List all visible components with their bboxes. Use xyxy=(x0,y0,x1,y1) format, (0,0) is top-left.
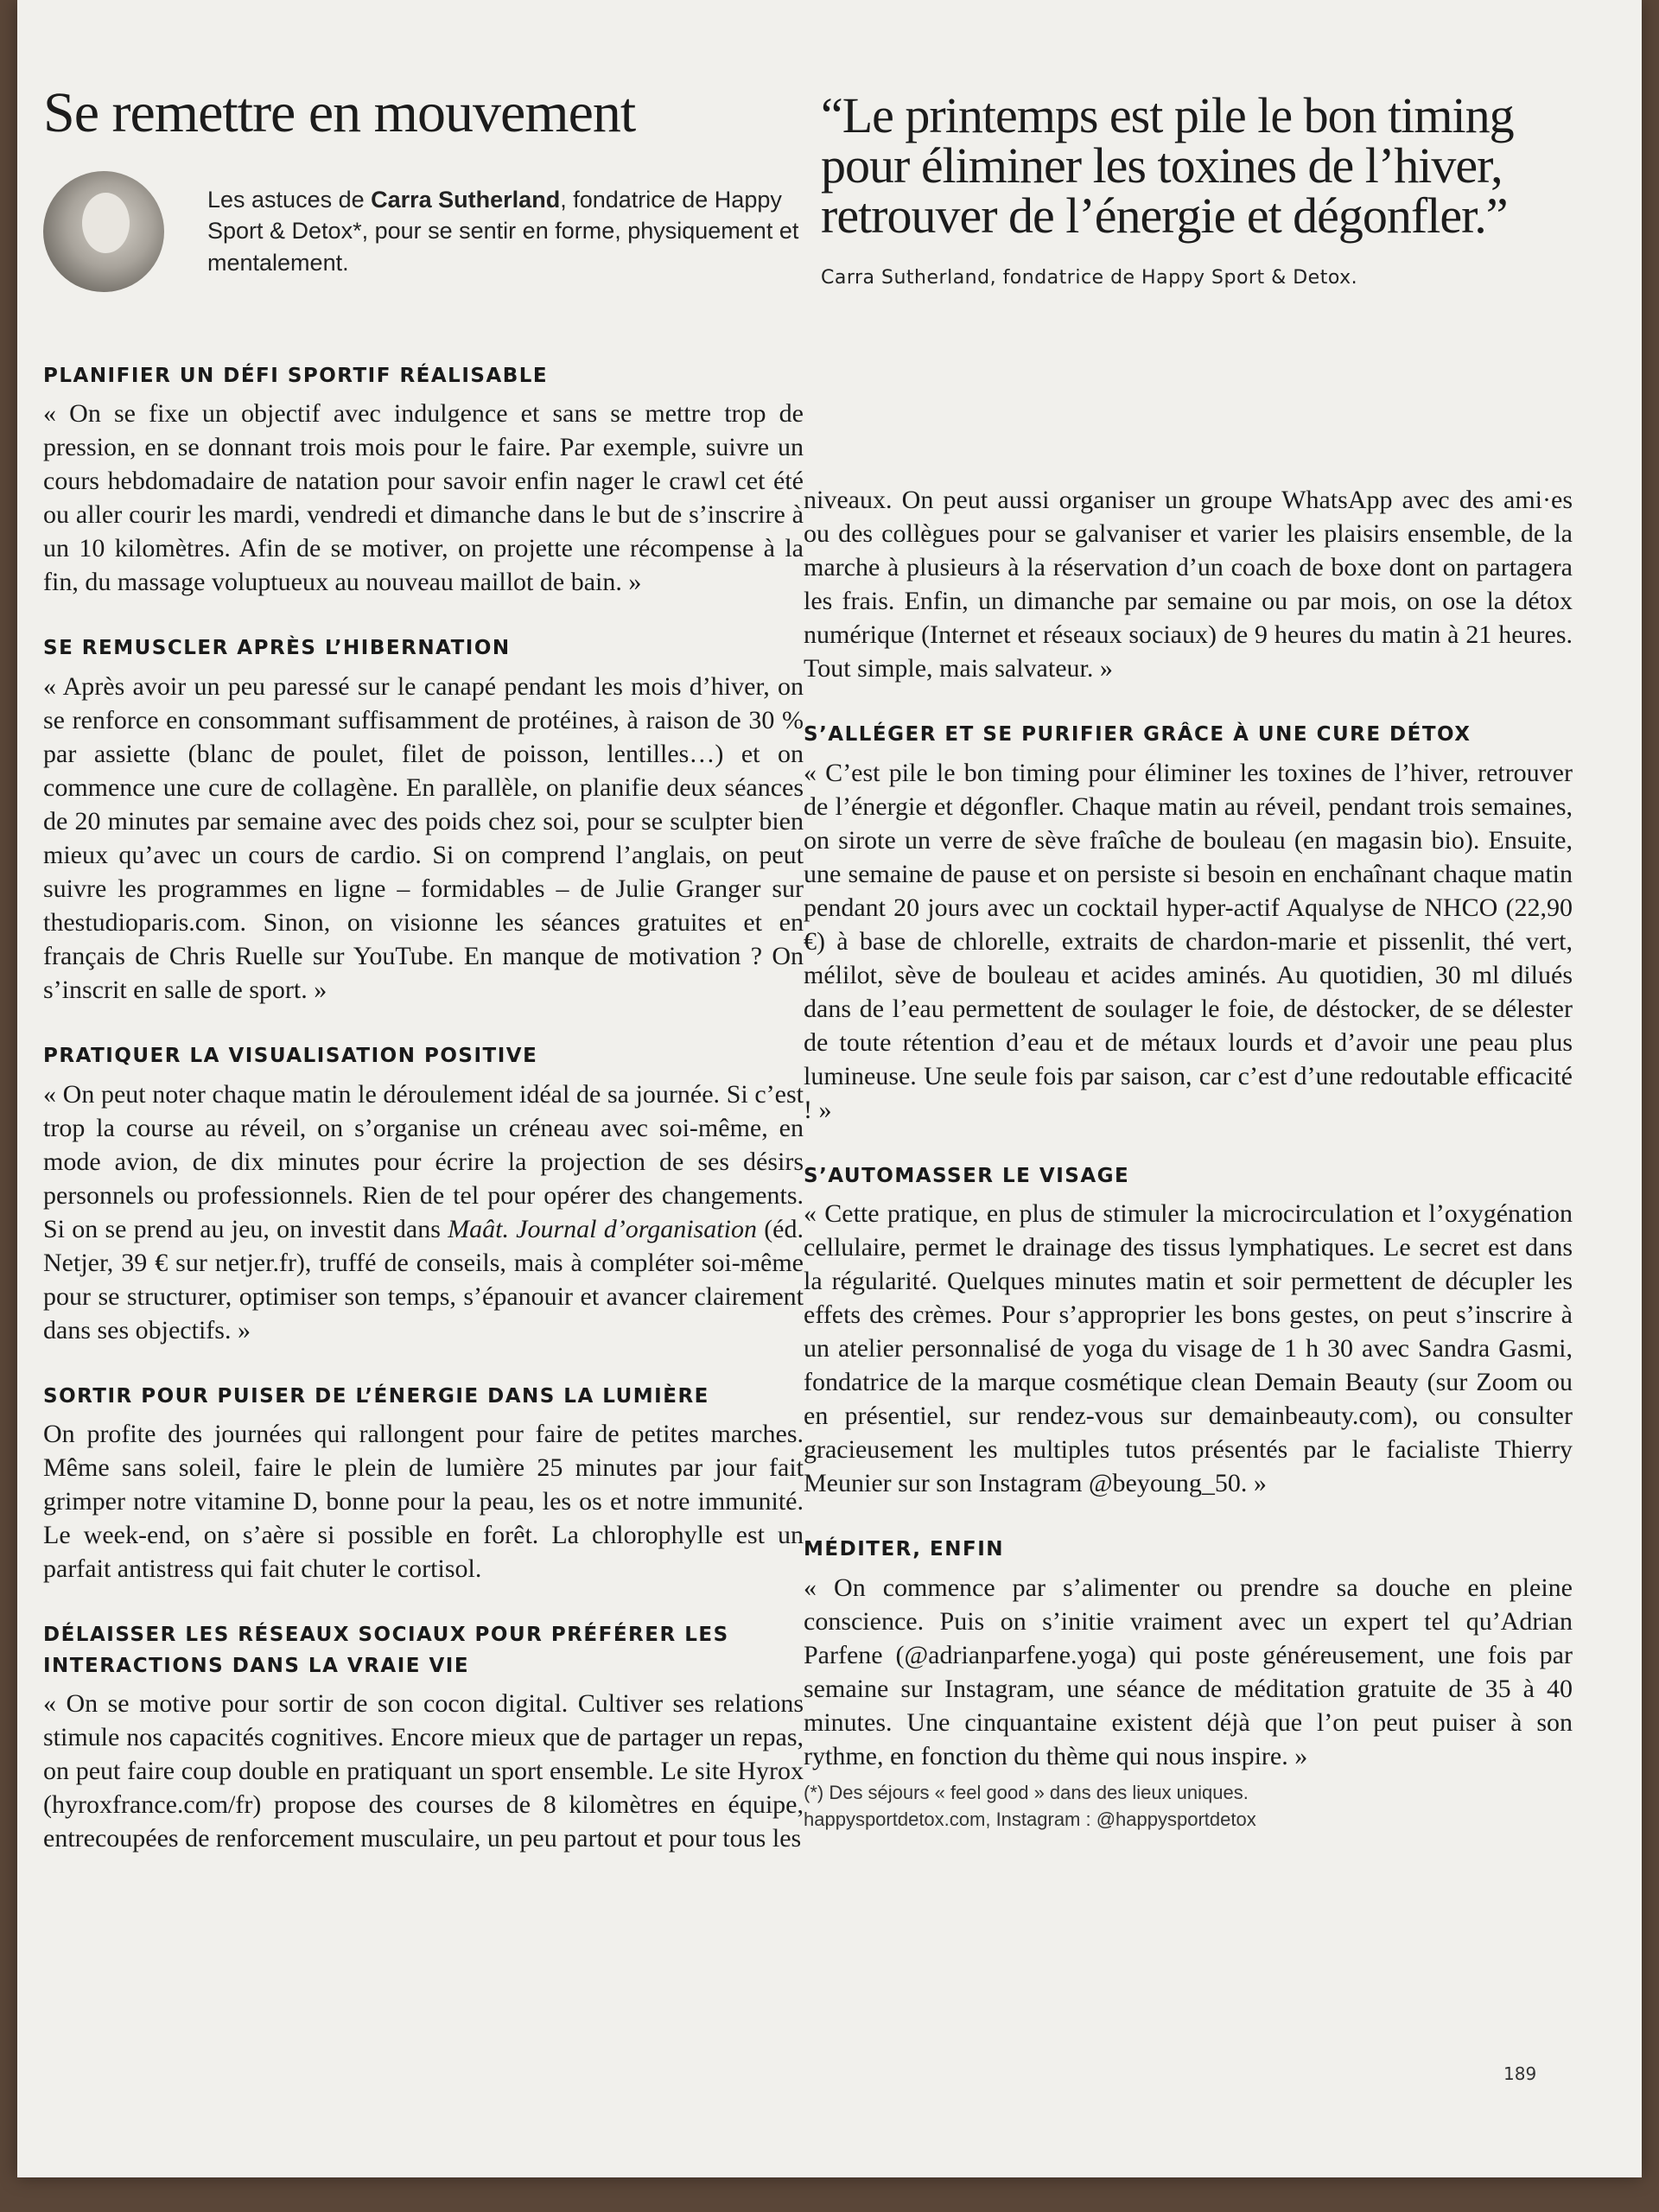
footnote xyxy=(804,1780,1573,1834)
intro-text xyxy=(207,184,804,278)
footnote-line: happysportdetox.com, Instagram : @happysportdetox xyxy=(804,1808,1256,1830)
section-heading: PRATIQUER LA VISUALISATION POSITIVE xyxy=(43,1044,538,1067)
intro-block xyxy=(43,171,804,292)
section-defi xyxy=(43,361,804,600)
section-lumiere xyxy=(43,1382,804,1586)
section-reseaux-continued xyxy=(804,483,1573,685)
page-number: 189 xyxy=(1503,2063,1537,2084)
section-visualisation xyxy=(43,1041,804,1347)
section-heading: SORTIR POUR PUISER DE L’ÉNERGIE DANS LA LUMIÈRE xyxy=(43,1384,709,1408)
section-body: « On se motive pour sortir de son cocon digital. Cultiver ses relations stimule nos capacités cognitives. Encore mieux que de partager un repas, on peut faire coup double en pratiquant un sport ensemble. Le site Hyrox (hyroxfrance.com/fr) propose des courses de 8 kilomètres en équipe, entrecoupées de renforcement musculaire, un peu partout et pour tous les xyxy=(43,1689,804,1853)
section-remuscler xyxy=(43,633,804,1007)
pull-quote: “Le printemps est pile le bon timing pour éliminer les toxines de l’hiver, retrouver de l’énergie et dégonfler.” xyxy=(821,87,1514,244)
author-name: Carra Sutherland xyxy=(371,186,561,213)
intro-text-end: , fondatrice de Happy Sport & Detox*, pour se sentir en forme, physiquement et mentalement. xyxy=(207,186,799,276)
section-heading: S’AUTOMASSER LE VISAGE xyxy=(804,1164,1130,1187)
section-body xyxy=(43,1077,804,1347)
section-reseaux xyxy=(43,1620,804,1855)
section-body: « C’est pile le bon timing pour éliminer les toxines de l’hiver, retrouver de l’énergie et dégonfler. Chaque matin au réveil, pendant trois semaines, on sirote un verre de sève fraîche de bouleau (en magasin bio). Ensuite, une semaine de pause et on persiste si besoin en enchaînant chaque matin pendant 20 jours avec un cocktail hyper-actif Aqualyse de NHCO (22,90 €) à base de chlorelle, extraits de chardon-marie et pissenlit, thé vert, mélilot, sève de bouleau et acides aminés. Au quotidien, 30 ml dilués dans de l’eau permettent de soulager le foie, de déstocker, de se délester de toute rétention d’eau et de métaux lourds et d’avoir une peau plus lumineuse. Une seule fois par saison, car c’est d’une redoutable efficacité ! » xyxy=(804,758,1573,1124)
section-heading: SE REMUSCLER APRÈS L’HIBERNATION xyxy=(43,637,511,660)
right-column xyxy=(804,82,1573,1834)
section-body-part: « On peut noter chaque matin le déroulement idéal de sa journée. Si c’est trop la course au réveil, on s’organise un créneau avec soi-même, en mode avion, de dix minutes pour écrire la projection de ses désirs personnels ou professionnels. Rien de tel pour opérer des changements. Si on se prend au jeu, on investit dans xyxy=(43,1079,804,1243)
left-column xyxy=(43,82,804,1855)
section-body: « On commence par s’alimenter ou prendre sa douche en pleine conscience. Puis on s’initie vraiment avec un expert tel qu’Adrian Parfene (@adrianparfene.yoga) qui poste généreusement, une fois par semaine sur Instagram, une séance de méditation gratuite de 35 à 40 minutes. Une cinquantaine existent déjà que l’on peut puiser à son rythme, en fonction du thème qui nous inspire. » xyxy=(804,1573,1573,1770)
page-title: Se remettre en mouvement xyxy=(43,81,636,144)
section-body: « Après avoir un peu paressé sur le canapé pendant les mois d’hiver, on se renforce en consommant suffisamment de protéines, à raison de 30 % par assiette (blanc de poulet, filet de poisson, lentilles…) et on commence une cure de collagène. En parallèle, on planifie deux séances de 20 minutes par semaine avec des poids chez soi, pour se sculpter bien mieux qu’avec un cours de cardio. Si on comprend l’anglais, on peut suivre les programmes en ligne – formidables – de Julie Granger sur thestudioparis.com. Sinon, on visionne les séances gratuites et en français de Chris Ruelle sur YouTube. En manque de motivation ? On s’inscrit en salle de sport. » xyxy=(43,671,804,1004)
section-body: « Cette pratique, en plus de stimuler la microcirculation et l’oxygénation cellulaire, permet le drainage des tissus lymphatiques. Le secret est dans la régularité. Quelques minutes matin et soir permettent de décupler les effets des crèmes. Pour s’approprier les bons gestes, on peut s’inscrire à un atelier personnalisé de yoga du visage de 1 h 30 avec Sandra Gasmi, fondatrice de la marque cosmétique clean Demain Beauty (sur Zoom ou en présentiel, sur rendez-vous sur demainbeauty.com), ou consulter gracieusement les multiples tutos présentés par le facialiste Thierry Meunier sur son Instagram @beyoung_50. » xyxy=(804,1199,1573,1498)
section-heading: S’ALLÉGER ET SE PURIFIER GRÂCE À UNE CURE DÉTOX xyxy=(804,723,1471,746)
quote-attribution: Carra Sutherland, fondatrice de Happy Sport & Detox. xyxy=(821,267,1358,289)
author-portrait xyxy=(43,171,164,292)
section-body-part: (éd. Netjer, 39 € sur netjer.fr), truffé de conseils, mais à compléter soi-même pour se structurer, optimiser son temps, s’épanouir et avancer clairement dans ses objectifs. » xyxy=(43,1214,804,1344)
section-heading: PLANIFIER UN DÉFI SPORTIF RÉALISABLE xyxy=(43,364,549,387)
section-heading: MÉDITER, ENFIN xyxy=(804,1538,1005,1561)
book-title: Maât. Journal d’organisation xyxy=(448,1214,757,1243)
section-heading: DÉLAISSER LES RÉSEAUX SOCIAUX POUR PRÉFÉRER LES INTERACTIONS DANS LA VRAIE VIE xyxy=(43,1624,729,1677)
section-body-continuation: niveaux. On peut aussi organiser un groupe WhatsApp avec des ami·es ou des collègues pour se galvaniser et varier les plaisirs ensemble, de la marche à plusieurs à la réservation d’un coach de boxe dont on partagera les frais. Enfin, un dimanche par semaine ou par mois, on ose la détox numérique (Internet et réseaux sociaux) de 9 heures du matin à 21 heures. Tout simple, mais salvateur. » xyxy=(804,486,1573,683)
section-visage xyxy=(804,1161,1573,1501)
section-detox xyxy=(804,720,1573,1127)
magazine-page xyxy=(17,0,1642,2177)
footnote-line: (*) Des séjours « feel good » dans des lieux uniques. xyxy=(804,1781,1249,1803)
section-mediter xyxy=(804,1535,1573,1773)
section-body: On profite des journées qui rallongent pour faire de petites marches. Même sans soleil, faire le plein de lumière 25 minutes par jour fait grimper notre vitamine D, bonne pour la peau, les os et notre immunité. Le week-end, on s’aère si possible en forêt. La chlorophylle est un parfait antistress qui fait chuter le cortisol. xyxy=(43,1420,804,1584)
intro-text-start: Les astuces de xyxy=(207,186,372,213)
section-body: « On se fixe un objectif avec indulgence et sans se mettre trop de pression, en se donnant trois mois pour le faire. Par exemple, suivre un cours hebdomadaire de natation pour savoir enfin nager le crawl cet été ou aller courir les mardi, vendredi et dimanche dans le but de s’inscrire à un 10 kilomètres. Afin de se motiver, on projette une récompense à la fin, du massage voluptueux au nouveau maillot de bain. » xyxy=(43,399,804,597)
